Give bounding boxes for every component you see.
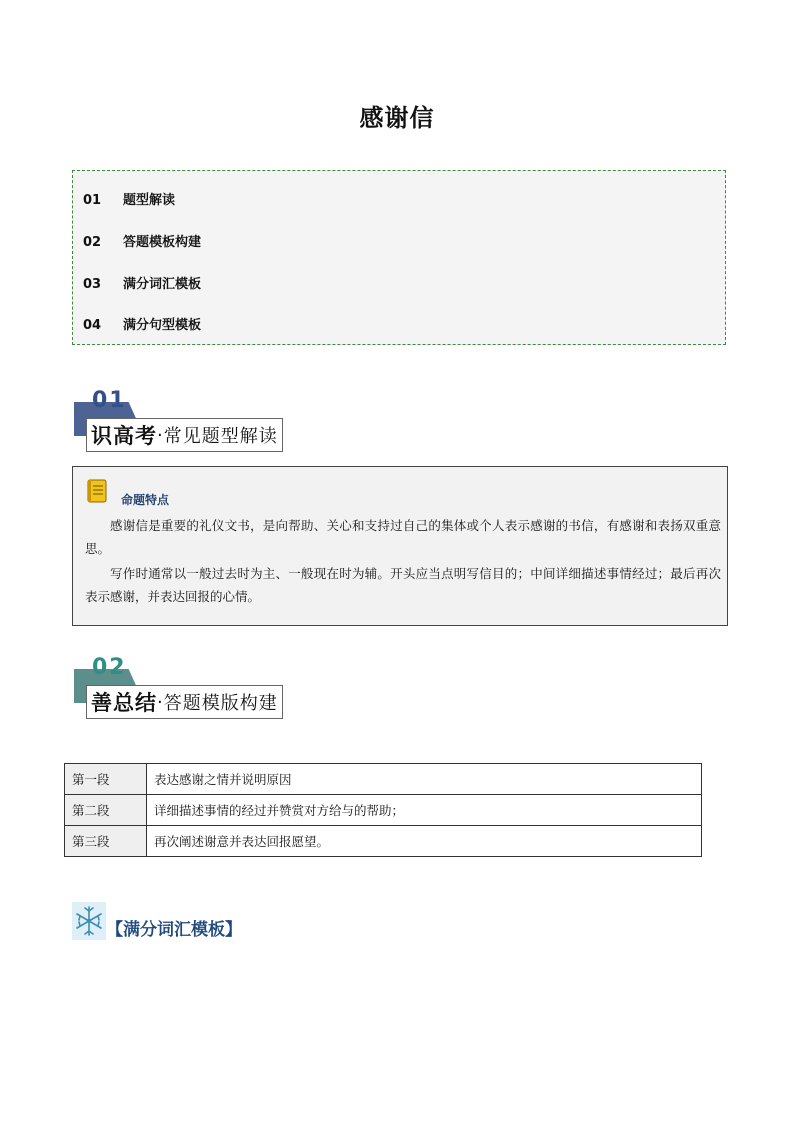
feature-paragraph-1: 感谢信是重要的礼仪文书，是向帮助、关心和支持过自己的集体或个人表示感谢的书信，有感谢和表扬双重意思。 [85,518,721,556]
toc-number: 02 [83,235,102,250]
toc-item[interactable] [83,314,201,333]
section-title-box [86,685,283,719]
section-title-main: 善总结 [91,691,157,715]
notepad-icon [87,479,107,503]
paragraph-content: 再次阐述谢意并表达回报愿望。 [147,826,702,857]
section-title-dot: · [157,691,164,713]
template-table [64,763,702,857]
toc-item[interactable] [83,231,201,250]
table-row [65,826,702,857]
feature-box [72,466,728,626]
paragraph-content: 详细描述事情的经过并赞赏对方给与的帮助； [147,795,702,826]
toc-number: 03 [83,277,102,292]
section-title-box [86,418,283,452]
toc-label: 满分句型模板 [123,318,202,333]
toc-item[interactable] [83,273,201,292]
toc-label: 题型解读 [123,193,176,208]
toc-label: 答题模板构建 [123,235,202,250]
paragraph-label: 第三段 [65,826,147,857]
section-banner-2 [72,655,312,715]
section-title-sub: 常见题型解读 [163,426,278,447]
section-title-dot: · [157,424,164,446]
paragraph-content: 表达感谢之情并说明原因 [147,764,702,795]
toc-item[interactable] [83,189,175,208]
paragraph-label: 第二段 [65,795,147,826]
toc-label: 满分词汇模板 [123,277,202,292]
section-title-sub: 答题模版构建 [163,693,278,714]
section-number: 02 [92,655,127,680]
toc-number: 04 [83,318,102,333]
snowflake-icon [72,902,106,940]
table-row [65,795,702,826]
feature-paragraph-2: 写作时通常以一般过去时为主、一般现在时为辅。开头应当点明写信目的；中间详细描述事情经过；最后再次表示感谢，并表达回报的心情。 [85,566,721,604]
table-of-contents [72,170,726,345]
feature-heading: 命题特点 [121,493,170,507]
vocab-heading-label: 【满分词汇模板】 [106,920,242,940]
table-row [65,764,702,795]
section-number: 01 [92,388,127,413]
section-title-main: 识高考 [91,424,157,448]
toc-number: 01 [83,193,102,208]
section-banner-1 [72,388,312,448]
page-title: 感谢信 [359,104,435,132]
paragraph-label: 第一段 [65,764,147,795]
